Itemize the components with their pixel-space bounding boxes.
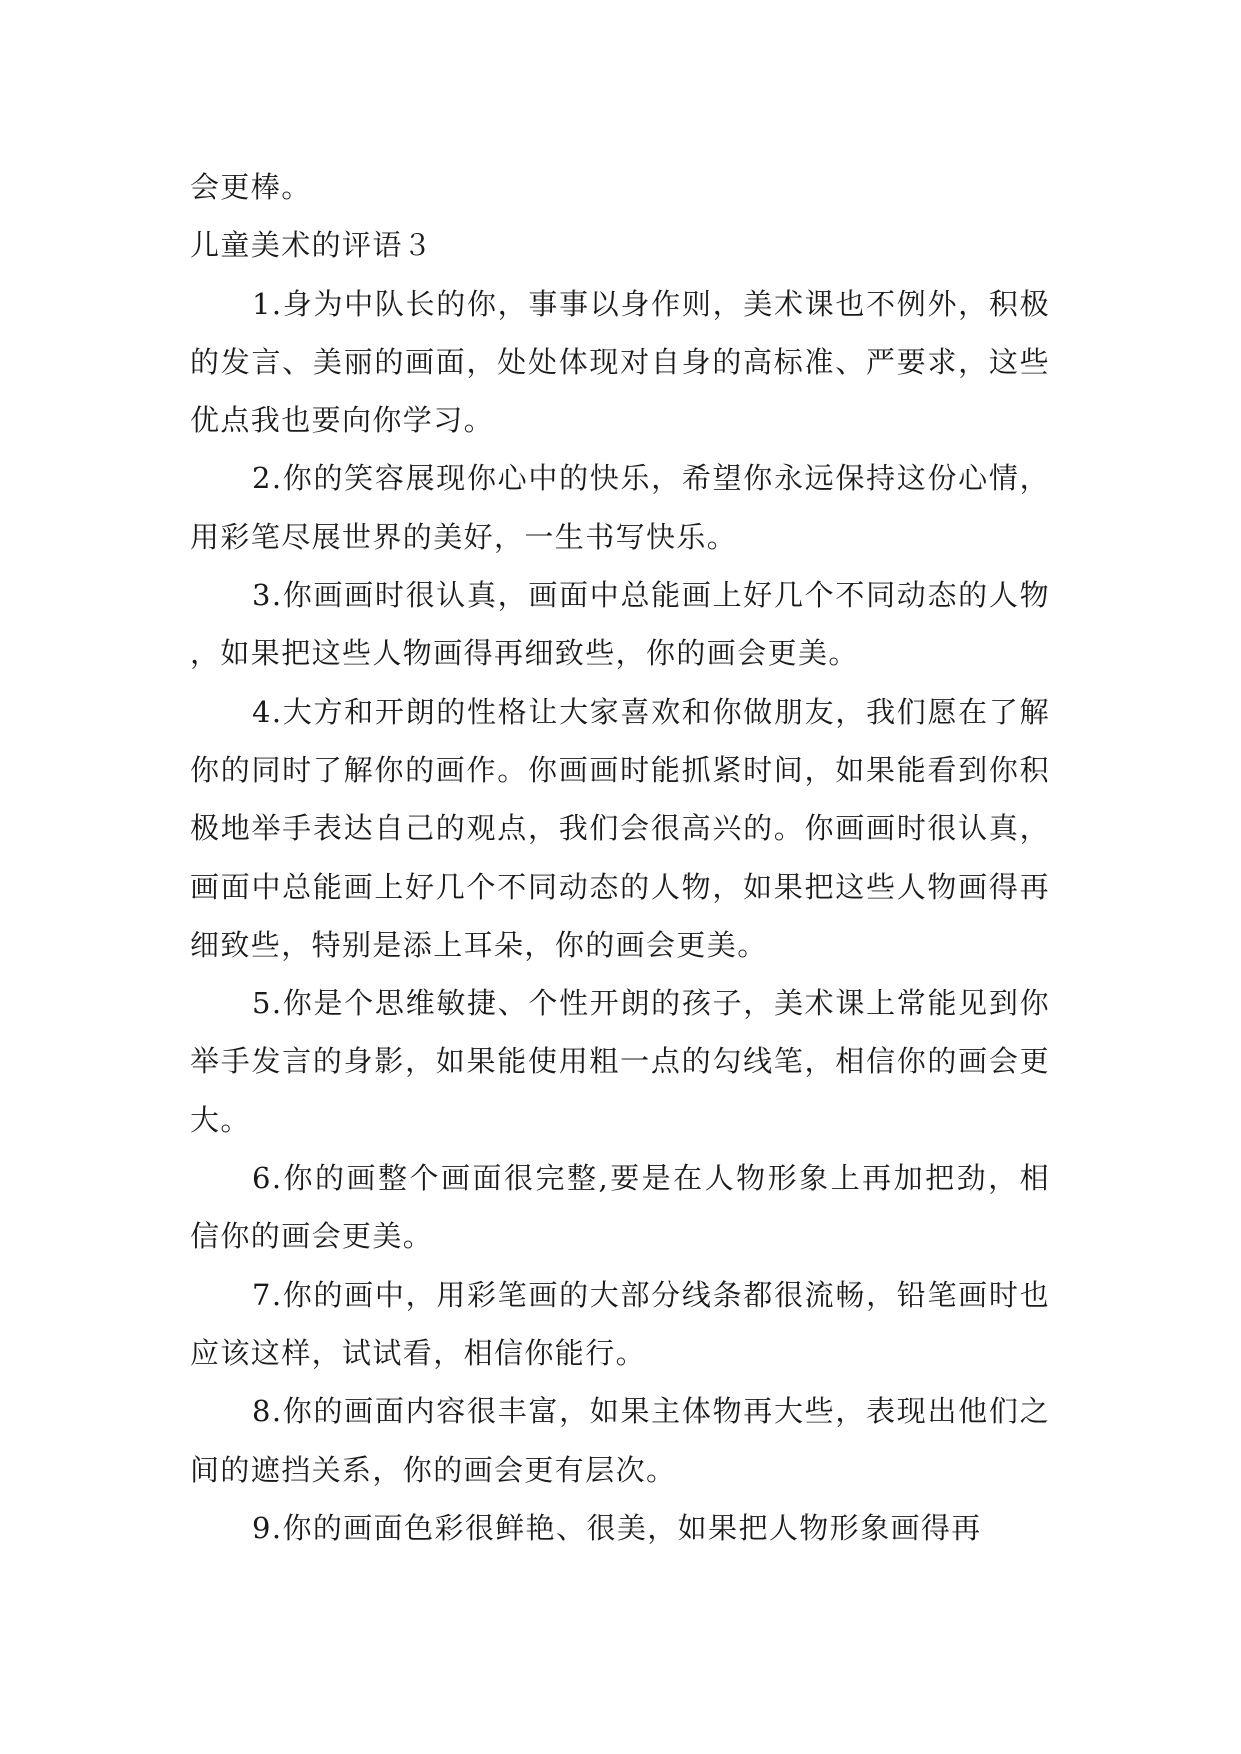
comment-6: 6.你的画整个画面很完整,要是在人物形象上再加把劲，相信你的画会更美。	[190, 1161, 1050, 1254]
comment-5: 5.你是个思维敏捷、个性开朗的孩子，美术课上常能见到你举手发言的身影，如果能使用粗一点的勾线笔，相信你的画会更大。	[190, 986, 1050, 1137]
document-body	[190, 158, 1050, 1557]
comment-4: 4.大方和开朗的性格让大家喜欢和你做朋友，我们愿在了解你的同时了解你的画作。你画画时能抓紧时间，如果能看到你积极地举手表达自己的观点，我们会很高兴的。你画画时很认真，画面中总能画上好几个不同动态的人物，如果把这些人物画得再细致些，特别是添上耳朵，你的画会更美。	[190, 694, 1050, 962]
comment-9: 9.你的画面色彩很鲜艳、很美，如果把人物形象画得再	[252, 1510, 982, 1545]
continuation-text: 会更棒。	[190, 170, 312, 204]
comment-3: 3.你画画时很认真，画面中总能画上好几个不同动态的人物，如果把这些人物画得再细致些，你的画会更美。	[190, 578, 1050, 671]
comment-7: 7.你的画中，用彩笔画的大部分线条都很流畅，铅笔画时也应该这样，试试看，相信你能行。	[190, 1277, 1050, 1370]
comment-8: 8.你的画面内容很丰富，如果主体物再大些，表现出他们之间的遮挡关系，你的画会更有层次。	[190, 1394, 1050, 1487]
comment-2: 2.你的笑容展现你心中的快乐，希望你永远保持这份心情，用彩笔尽展世界的美好，一生书写快乐。	[190, 461, 1050, 554]
section-title: 儿童美术的评语３	[190, 228, 434, 263]
comment-1: 1.身为中队长的你，事事以身作则，美术课也不例外，积极的发言、美丽的画面，处处体现对自身的高标准、严要求，这些优点我也要向你学习。	[190, 286, 1050, 438]
